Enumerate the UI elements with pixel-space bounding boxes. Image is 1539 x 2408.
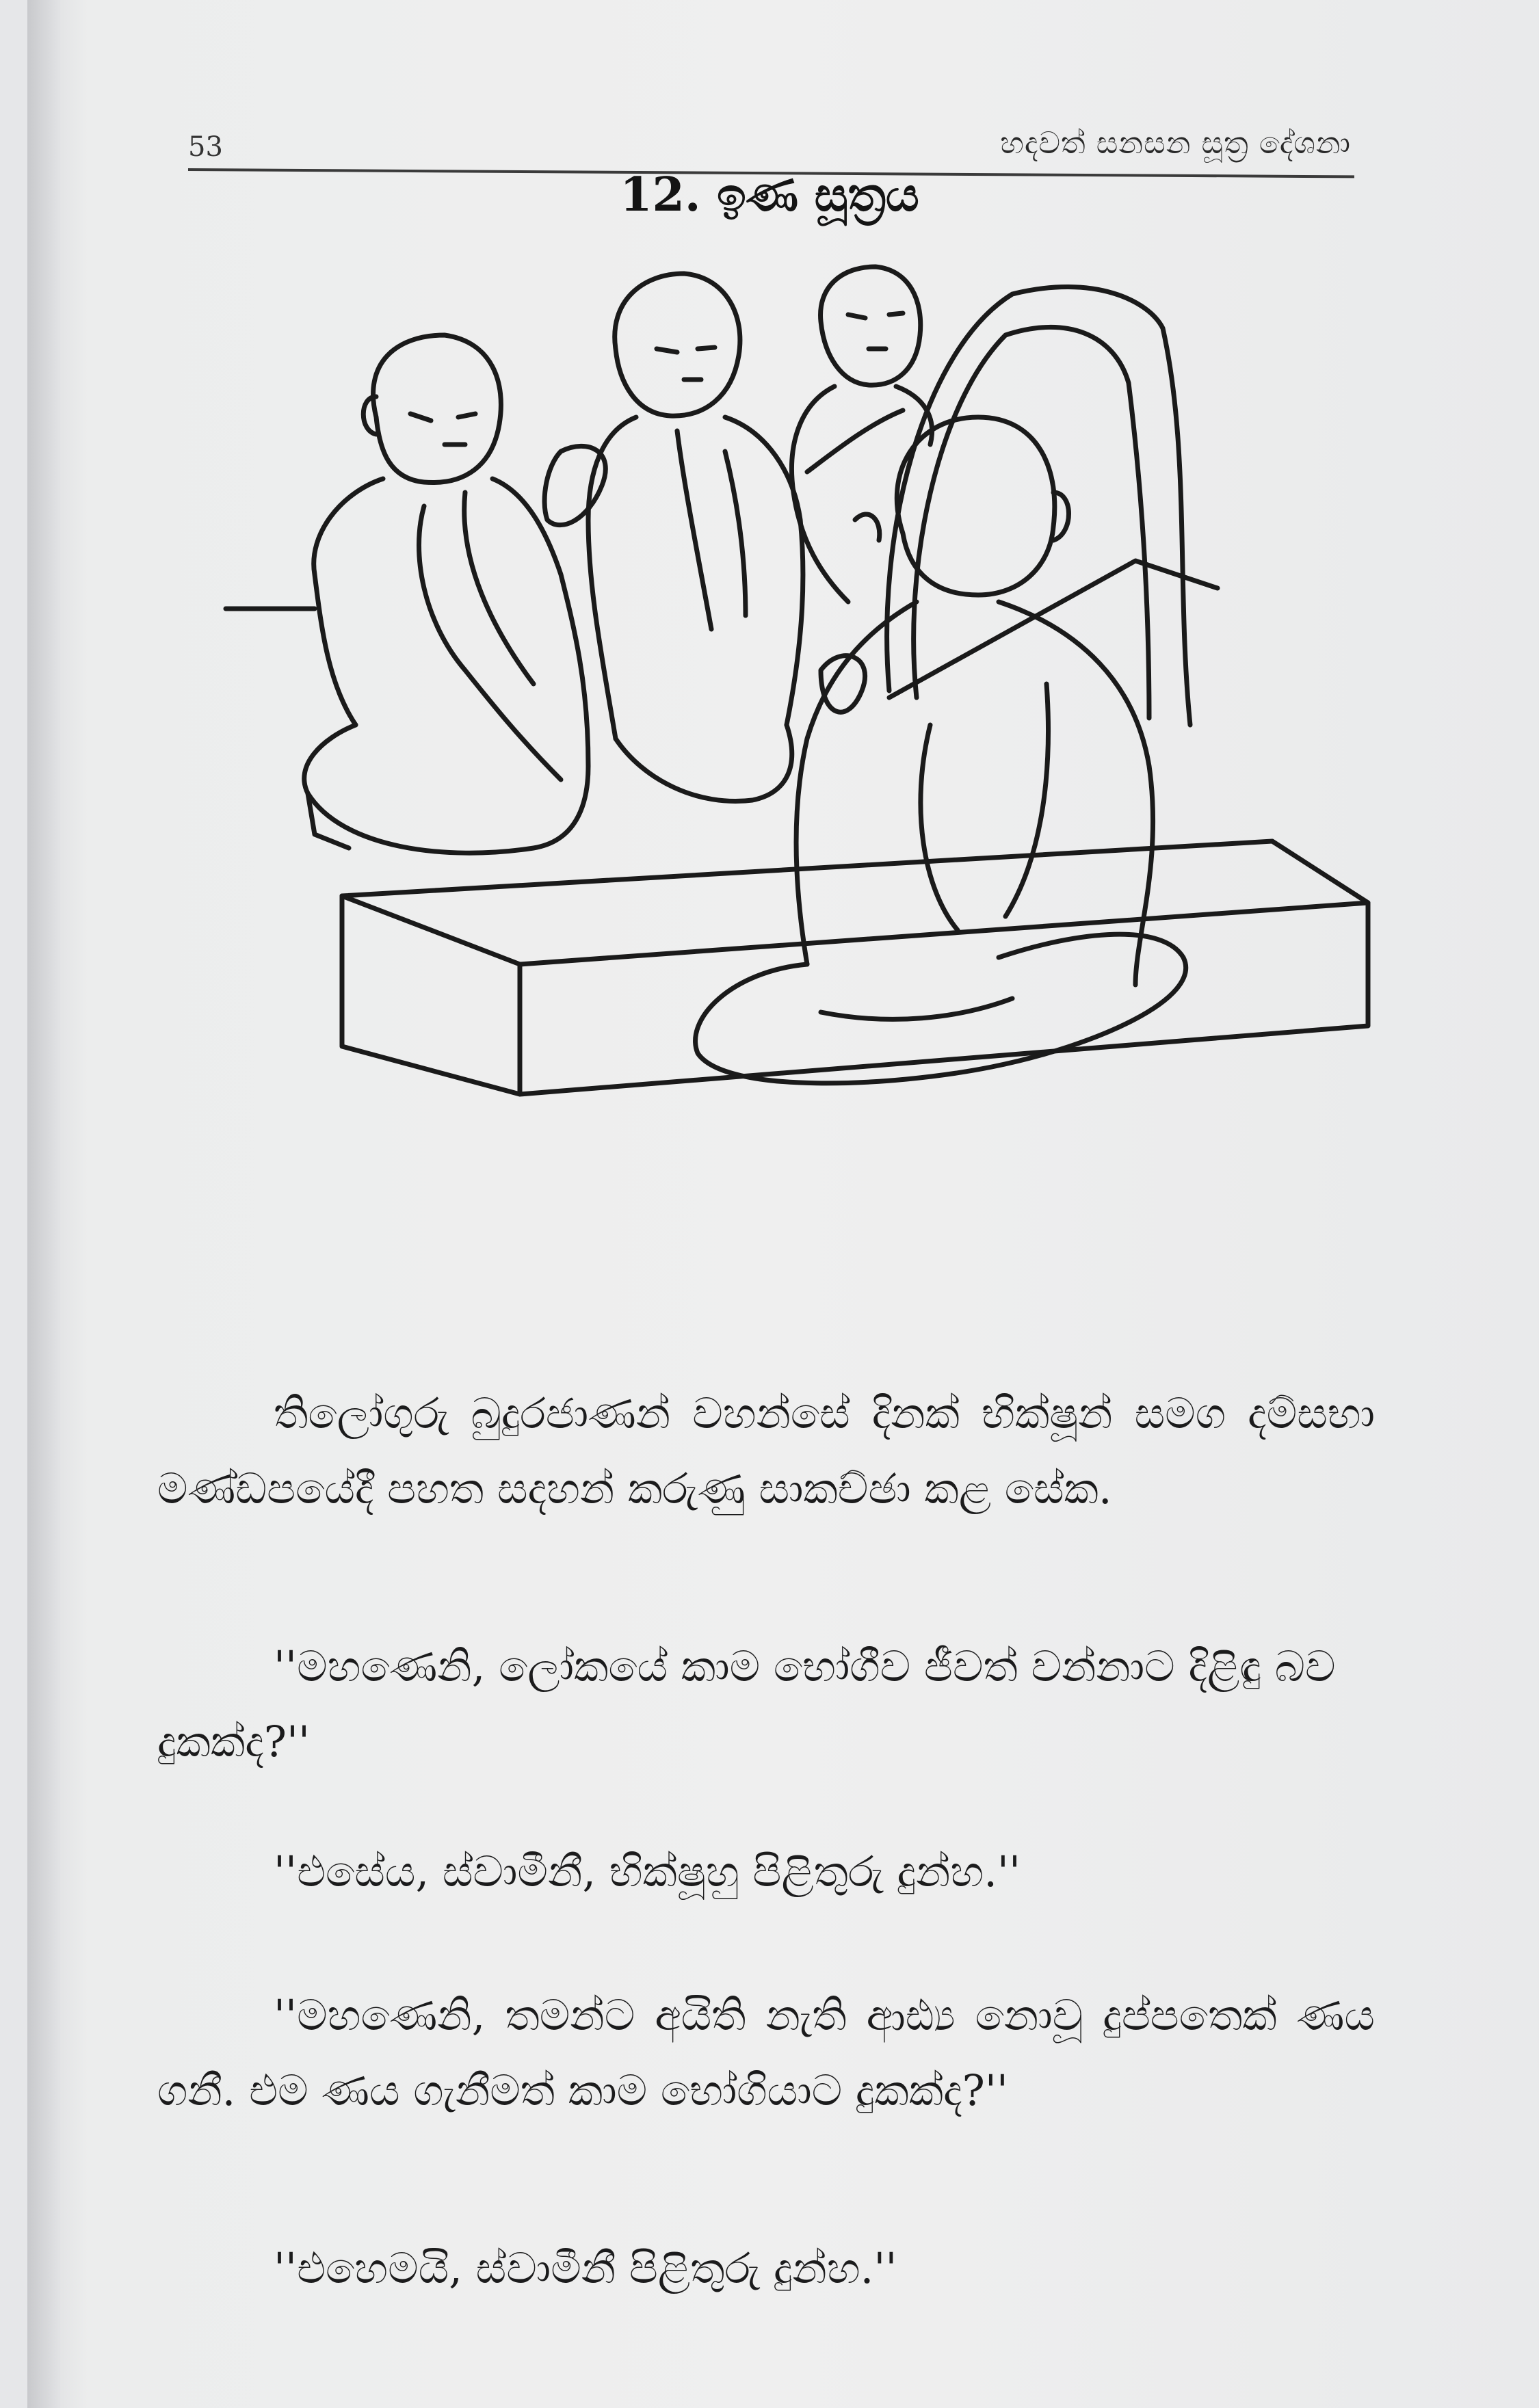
- book-spine-shadow: [27, 0, 60, 2408]
- paragraph-question-2: ''මහණෙනි, තමන්ට අයිති නැති ආඪ්‍ය නොවූ දුප්පතෙක් ණය ගනී. එම ණය ගැනීමත් කාම භෝගියාට දුකක්ද?'': [157, 1990, 1375, 2115]
- chapter-title: 12. ඉණ සූත්‍රය: [620, 168, 919, 222]
- line-drawing-monks-with-buddha-icon: [205, 246, 1382, 1245]
- paragraph-question-1: ''මහණෙනි, ලෝකයේ කාම භෝගීව ජීවත් වන්නාට දිළිඳු බව දුකක්ද?'': [157, 1641, 1336, 1767]
- paragraph-intro: තිලෝගුරු බුදුරජාණන් වහන්සේ දිනක් භික්ෂූන් සමග දම්සභා මණ්ඩපයේදී පහත සදහන් කරුණු සාකච්ඡා කළ සේක.: [157, 1388, 1375, 1513]
- running-title: හදවත් සනසන සූත්‍ර දේශනා: [1000, 126, 1351, 161]
- page-header: [185, 123, 1354, 171]
- paragraph-answer-2: ''එහෙමයි, ස්වාමීනී පිළිතුරු දුන්හ.'': [274, 2243, 897, 2293]
- paragraph-answer-1: ''එසේය, ස්වාමීනී, භික්ෂූහු පිළිතුරු දුන්හ.'': [274, 1847, 1021, 1896]
- page-number: 53: [188, 131, 223, 163]
